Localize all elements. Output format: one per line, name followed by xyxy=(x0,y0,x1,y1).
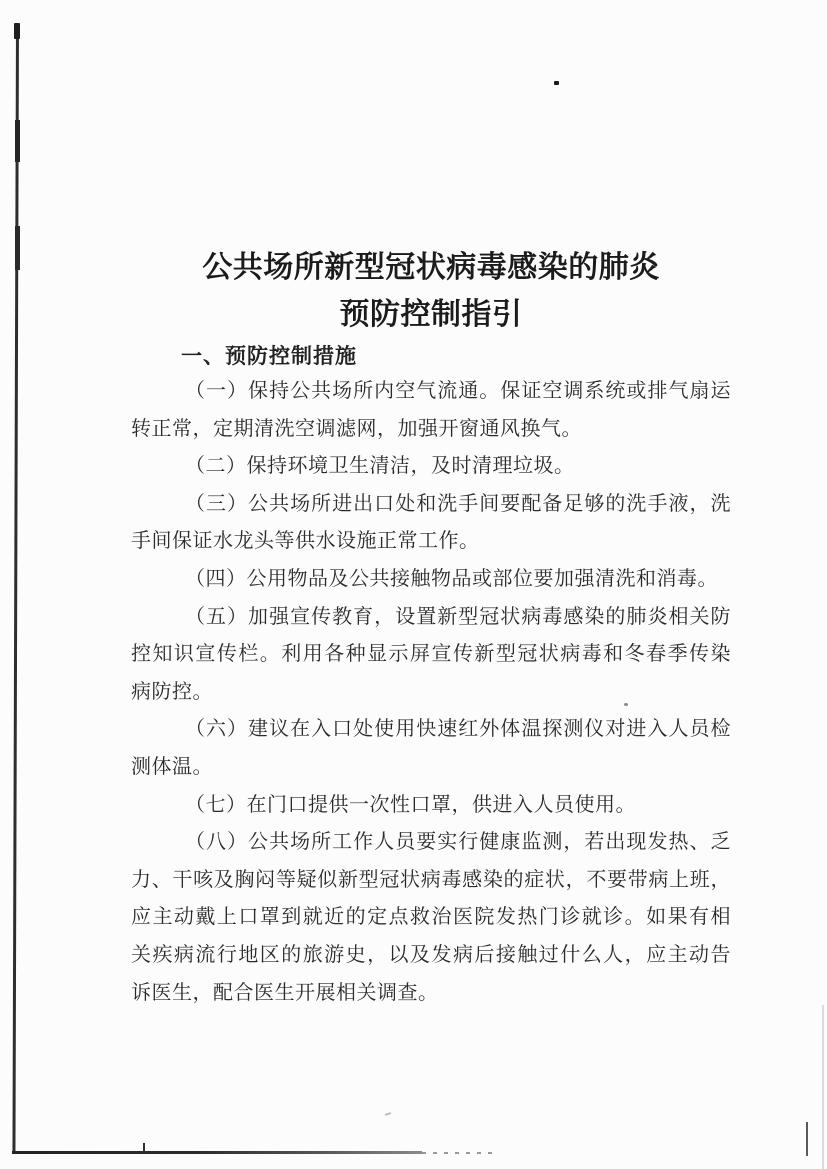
scan-artifact-left-line-patch xyxy=(15,120,20,162)
text-line: （五）加强宣传教育，设置新型冠状病毒感染的肺炎相关防 xyxy=(185,605,731,628)
scan-artifact-right-edge xyxy=(822,1005,824,1169)
text-line: 病防控。 xyxy=(131,680,213,703)
scan-artifact-left-edge-line xyxy=(12,24,19,1153)
section-heading: 一、预防控制措施 xyxy=(181,344,357,368)
text-line: （一）保持公共场所内空气流通。保证空调系统或排气扇运 xyxy=(185,380,731,402)
scan-artifact-smudge xyxy=(385,1112,391,1116)
document-body xyxy=(131,373,731,1012)
text-line: 测体温。 xyxy=(131,755,213,778)
text-line: （七）在门口提供一次性口罩，供进入人员使用。 xyxy=(185,793,636,816)
text-line: 力、干咳及胸闷等疑似新型冠状病毒感染的症状，不要带病上班， xyxy=(131,868,731,891)
text-line: 诉医生，配合医生开展相关调查。 xyxy=(131,981,439,1004)
document-title-line-2: 预防控制指引 xyxy=(339,298,523,331)
text-line: （四）公用物品及公共接触物品或部位要加强清洗和消毒。 xyxy=(185,567,718,590)
scan-artifact-left-line-patch xyxy=(15,226,20,270)
text-line: （六）建议在入口处使用快速红外体温探测仪对进入人员检 xyxy=(185,718,731,741)
scan-artifact-bottom-line-tail xyxy=(422,1152,494,1154)
scan-artifact-right-line xyxy=(806,1122,808,1156)
text-line: 控知识宣传栏。利用各种显示屏宣传新型冠状病毒和冬春季传染 xyxy=(131,643,731,666)
scan-artifact-speck xyxy=(554,81,559,85)
document-title xyxy=(131,244,731,338)
text-line: （二）保持环境卫生清洁，及时清理垃圾。 xyxy=(185,455,575,478)
scan-artifact-left-line-nub xyxy=(14,23,20,39)
text-line: 关疾病流行地区的旅游史，以及发病后接触过什么人，应主动告 xyxy=(131,943,731,966)
text-line: 应主动戴上口罩到就近的定点救治医院发热门诊就诊。如果有相 xyxy=(131,906,731,929)
text-line: （八）公共场所工作人员要实行健康监测，若出现发热、乏 xyxy=(185,831,731,854)
text-line: （三）公共场所进出口处和洗手间要配备足够的洗手液，洗 xyxy=(185,492,731,515)
scan-artifact-bottom-tick xyxy=(143,1143,145,1152)
text-line: 手间保证水龙头等供水设施正常工作。 xyxy=(131,530,480,553)
document-title-line-1: 公共场所新型冠状病毒感染的肺炎 xyxy=(202,251,660,284)
scan-artifact-bottom-line xyxy=(12,1151,422,1154)
text-line: 转正常，定期清洗空调滤网，加强开窗通风换气。 xyxy=(131,417,582,440)
